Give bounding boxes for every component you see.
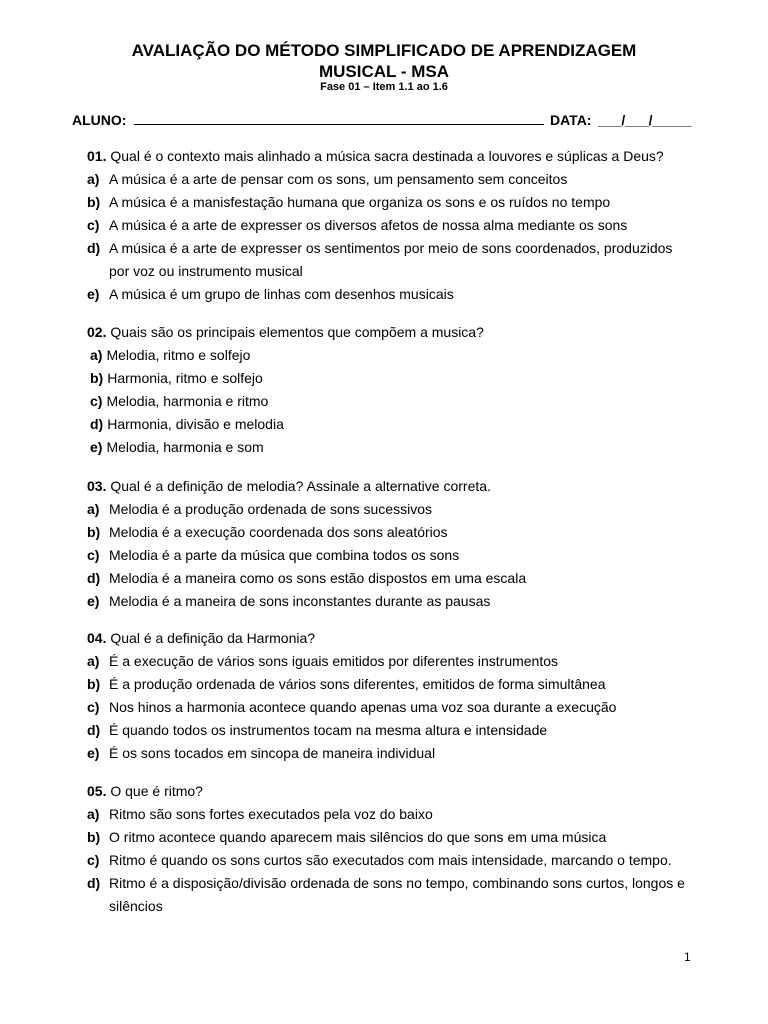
option-letter: b) xyxy=(87,524,101,540)
question-text xyxy=(87,321,707,344)
page-number: 1 xyxy=(684,950,691,964)
option-letter: c) xyxy=(87,852,100,868)
document-title-line-1: AVALIAÇÃO DO MÉTODO SIMPLIFICADO DE APRENDIZAGEM xyxy=(131,41,637,60)
question-text xyxy=(87,780,707,803)
option-letter: b) xyxy=(87,676,101,692)
option-b xyxy=(87,191,707,214)
option-text: É quando todos os instrumentos tocam na mesma altura e intensidade xyxy=(109,722,548,738)
option-letter: c) xyxy=(90,393,103,409)
option-letter: e) xyxy=(87,593,100,609)
option-letter: b) xyxy=(87,829,101,845)
option-c xyxy=(87,696,707,719)
option-letter: a) xyxy=(90,347,103,363)
option-letter: e) xyxy=(87,286,100,302)
question-text xyxy=(87,475,707,498)
option-letter: c) xyxy=(87,547,100,563)
question-01 xyxy=(87,145,707,306)
option-text: Melodia, harmonia e som xyxy=(106,439,264,455)
option-letter: c) xyxy=(87,217,100,233)
option-e xyxy=(87,590,707,613)
option-a xyxy=(87,650,707,673)
option-letter: e) xyxy=(87,745,100,761)
option-b xyxy=(87,673,707,696)
question-04 xyxy=(87,627,707,765)
option-d xyxy=(87,413,707,436)
option-text: A música é um grupo de linhas com desenhos musicais xyxy=(109,286,454,302)
option-letter: b) xyxy=(87,194,101,210)
option-a xyxy=(87,344,707,367)
option-letter: b) xyxy=(90,370,104,386)
option-text: Melodia é a maneira de sons inconstantes durante as pausas xyxy=(109,593,491,609)
option-text: Ritmo é quando os sons curtos são executados com mais intensidade, marcando o tempo. xyxy=(109,852,672,868)
question-02 xyxy=(87,321,707,459)
aluno-label: ALUNO: xyxy=(72,112,127,128)
question-03 xyxy=(87,475,707,613)
option-text: A música é a arte de expresser os diversos afetos de nossa alma mediante os sons xyxy=(109,217,628,233)
option-letter: d) xyxy=(90,416,104,432)
option-d xyxy=(87,719,707,742)
option-text: Ritmo é a disposição/divisão ordenada de sons no tempo, combinando sons curtos, longos e xyxy=(109,875,685,891)
option-d xyxy=(87,237,707,283)
option-d xyxy=(87,872,707,918)
question-number: 02. xyxy=(87,324,107,340)
question-prompt: O que é ritmo? xyxy=(110,783,203,799)
option-c xyxy=(87,849,707,872)
question-text xyxy=(87,627,707,650)
option-text: Melodia é a execução coordenada dos sons aleatórios xyxy=(109,524,448,540)
option-letter: a) xyxy=(87,653,100,669)
option-text: A música é a arte de expresser os sentimentos por meio de sons coordenados, produzidos xyxy=(109,240,673,256)
question-text xyxy=(87,145,707,168)
option-b xyxy=(87,367,707,390)
option-text: Harmonia, divisão e melodia xyxy=(107,416,284,432)
option-letter: d) xyxy=(87,722,101,738)
document-subtitle: Fase 01 – Item 1.1 ao 1.6 xyxy=(320,81,448,93)
question-prompt: Qual é a definição de melodia? Assinale a alternative correta. xyxy=(110,478,491,494)
option-c xyxy=(87,390,707,413)
option-a xyxy=(87,803,707,826)
question-05 xyxy=(87,780,707,918)
option-text: Melodia, ritmo e solfejo xyxy=(106,347,251,363)
option-c xyxy=(87,214,707,237)
option-text: Melodia é a maneira como os sons estão dispostos em uma escala xyxy=(109,570,527,586)
option-letter: a) xyxy=(87,806,100,822)
option-text: Nos hinos a harmonia acontece quando apenas uma voz soa durante a execução xyxy=(109,699,617,715)
option-letter: a) xyxy=(87,501,100,517)
option-e xyxy=(87,742,707,765)
option-e xyxy=(87,283,707,306)
option-b xyxy=(87,521,707,544)
option-letter: a) xyxy=(87,171,100,187)
option-e xyxy=(87,436,707,459)
data-label: DATA: xyxy=(550,112,592,128)
option-b xyxy=(87,826,707,849)
option-letter: d) xyxy=(87,240,101,256)
option-text-continued: por voz ou instrumento musical xyxy=(109,263,303,279)
option-text: É os sons tocados em sincopa de maneira individual xyxy=(109,745,436,761)
question-number: 01. xyxy=(87,148,107,164)
option-a xyxy=(87,168,707,191)
option-text: Melodia é a parte da música que combina todos os sons xyxy=(109,547,460,563)
option-letter: d) xyxy=(87,875,101,891)
document-title-line-2: MUSICAL - MSA xyxy=(318,62,449,81)
option-text: Ritmo são sons fortes executados pela voz do baixo xyxy=(109,806,433,822)
option-letter: c) xyxy=(87,699,100,715)
option-text: A música é a arte de pensar com os sons, um pensamento sem conceitos xyxy=(109,171,568,187)
option-text: É a execução de vários sons iguais emitidos por diferentes instrumentos xyxy=(109,653,559,669)
option-text: O ritmo acontece quando aparecem mais silêncios do que sons em uma música xyxy=(109,829,607,845)
option-text: Harmonia, ritmo e solfejo xyxy=(107,370,263,386)
data-blank: ___/___/_____ xyxy=(598,112,692,128)
question-prompt: Qual é o contexto mais alinhado a música sacra destinada a louvores e súplicas a Deus? xyxy=(110,148,664,164)
question-prompt: Quais são os principais elementos que compõem a musica? xyxy=(110,324,484,340)
question-number: 03. xyxy=(87,478,107,494)
aluno-name-line xyxy=(134,124,544,125)
student-fields xyxy=(72,110,692,130)
option-text: A música é a manisfestação humana que organiza os sons e os ruídos no tempo xyxy=(109,194,611,210)
option-text: Melodia é a produção ordenada de sons sucessivos xyxy=(109,501,432,517)
option-letter: e) xyxy=(90,439,103,455)
option-letter: d) xyxy=(87,570,101,586)
option-d xyxy=(87,567,707,590)
question-number: 05. xyxy=(87,783,107,799)
question-prompt: Qual é a definição da Harmonia? xyxy=(110,630,316,646)
option-text: Melodia, harmonia e ritmo xyxy=(106,393,269,409)
option-text: É a produção ordenada de vários sons diferentes, emitidos de forma simultânea xyxy=(109,676,606,692)
question-number: 04. xyxy=(87,630,107,646)
option-a xyxy=(87,498,707,521)
option-text-continued: silêncios xyxy=(109,898,163,914)
option-c xyxy=(87,544,707,567)
